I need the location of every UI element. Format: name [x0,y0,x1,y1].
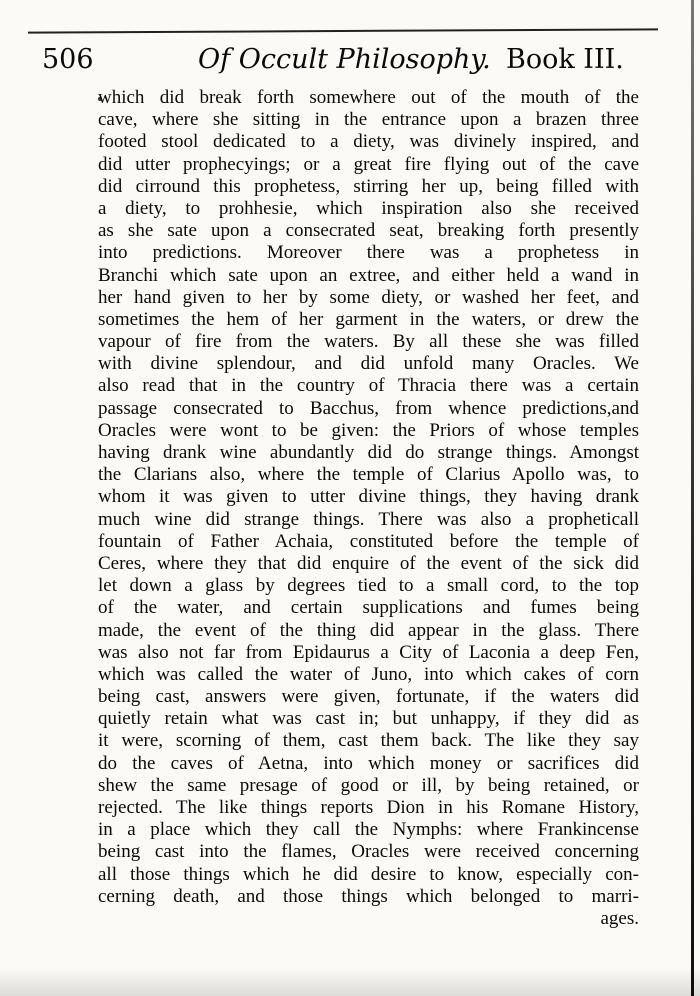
text-line: sometimes the hem of her garment in the waters, or drew the [98,308,639,330]
text-line: in a place which they call the Nymphs: where Frankincense [98,819,639,841]
text-line: of the water, and certain supplications and fumes being [98,597,639,619]
running-title: Of Occult Philosophy. [198,44,491,75]
text-line: footed stool dedicated to a diety, was divinely inspired, and [98,131,639,153]
text-line: being cast, answers were given, fortunate, if the waters did [98,686,639,708]
text-line: the Clarians also, where the temple of Clarius Apollo was, to [98,464,639,486]
text-line: rejected. The like things reports Dion in his Romane History, [98,797,639,818]
text-line: Branchi which sate upon an extree, and either held a wand in [98,264,639,286]
top-rule [28,28,658,33]
text-line: which was called the water of Juno, into which cakes of corn [98,663,639,685]
text-line: cerning death, and those things which belonged to marri- [98,885,639,907]
page-edge [691,0,694,996]
page-shadow [0,968,700,996]
text-line: having drank wine abundantly did do strange things. Amongst [98,442,639,463]
body-text [98,87,639,930]
text-line: quietly retain what was cast in; but unhappy, if they did as [98,708,639,730]
text-line: whom it was given to utter divine things, they having drank [98,486,639,508]
text-line: did cirround this prophetess, stirring her up, being filled with [98,175,639,197]
text-line: being cast into the flames, Oracles were received concerning [98,841,639,863]
text-line: also read that in the country of Thracia there was a certain [98,375,639,397]
text-line: with divine splendour, and did unfold many Oracles. We [98,353,639,375]
text-line: as she sate upon a consecrated seat, breaking forth presently [98,220,639,242]
text-line: passage consecrated to Bacchus, from whence predictions,and [98,397,639,419]
page-number: 506 [42,44,94,75]
text-line: which did break forth somewhere out of the mouth of the [98,87,639,108]
text-line: shew the same presage of good or ill, by being retained, or [98,774,639,796]
text-line: Oracles were wont to be given: the Priors of whose temples [98,419,639,441]
text-line: a diety, to prohhesie, which inspiration also she received [98,197,639,219]
text-line: all those things which he did desire to know, especially con- [98,863,639,885]
text-line: fountain of Father Achaia, constituted before the temple of [98,530,639,552]
text-line: ages. [600,907,639,929]
text-line: do the caves of Aetna, into which money or sacrifices did [98,752,639,774]
book-label: Book III. [506,44,624,75]
text-line: made, the event of the thing did appear in the glass. There [98,619,639,641]
text-line: into predictions. Moreover there was a prophetess in [98,242,639,264]
text-line: vapour of fire from the waters. By all these she was filled [98,331,639,353]
running-header [42,40,642,82]
text-line: was also not far from Epidaurus a City of Laconia a deep Fen, [98,641,639,663]
text-line: cave, where she sitting in the entrance upon a brazen three [98,109,639,131]
text-line: Ceres, where they that did enquire of the event of the sick did [98,552,639,574]
text-line: much wine did strange things. There was also a propheticall [98,508,639,530]
text-line: it were, scorning of them, cast them back. The like they say [98,730,639,752]
text-line: her hand given to her by some diety, or washed her feet, and [98,286,639,308]
text-line: did utter prophecyings; or a great fire flying out of the cave [98,153,639,175]
text-line: let down a glass by degrees tied to a small cord, to the top [98,575,639,597]
